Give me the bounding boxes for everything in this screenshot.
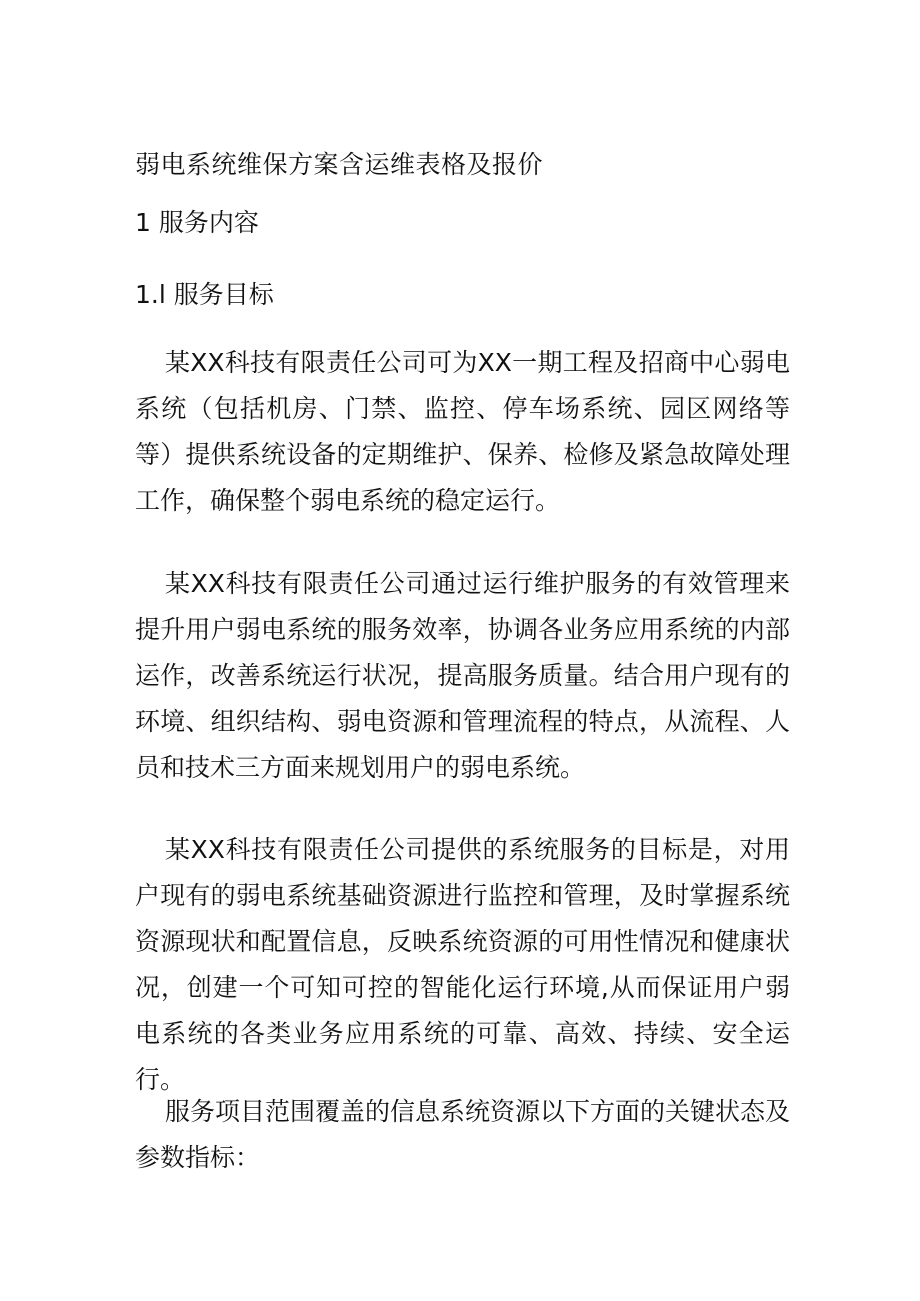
- paragraph: 服务项目范围覆盖的信息系统资源以下方面的关键状态及参数指标：: [135, 1097, 791, 1172]
- paragraph: 某XX科技有限责任公司提供的系统服务的目标是，对用户现有的弱电系统基础资源进行监控和管理，及时掌握系统资源现状和配置信息，反映系统资源的可用性情况和健康状况，创建一个可知可控的智能化运行环境,从而保证用户弱电系统的各类业务应用系统的可靠、高效、持续、安全运行。: [135, 835, 790, 1094]
- document-title: 弱电系统维保方案含运维表格及报价: [135, 150, 544, 179]
- paragraph: 某XX科技有限责任公司可为XX一期工程及招商中心弱电系统（包括机房、门禁、监控、停车场系统、园区网络等等）提供系统设备的定期维护、保养、检修及紧急故障处理工作，确保整个弱电系统的稳定运行。: [135, 348, 790, 515]
- section-heading: 1 服务内容: [135, 208, 259, 237]
- paragraph: 某XX科技有限责任公司通过运行维护服务的有效管理来提升用户弱电系统的服务效率，协调各业务应用系统的内部运作，改善系统运行状况，提高服务质量。结合用户现有的环境、组织结构、弱电资源和管理流程的特点，从流程、人员和技术三方面来规划用户的弱电系统。: [135, 569, 790, 782]
- subsection-heading: 1.l 服务目标: [135, 280, 274, 309]
